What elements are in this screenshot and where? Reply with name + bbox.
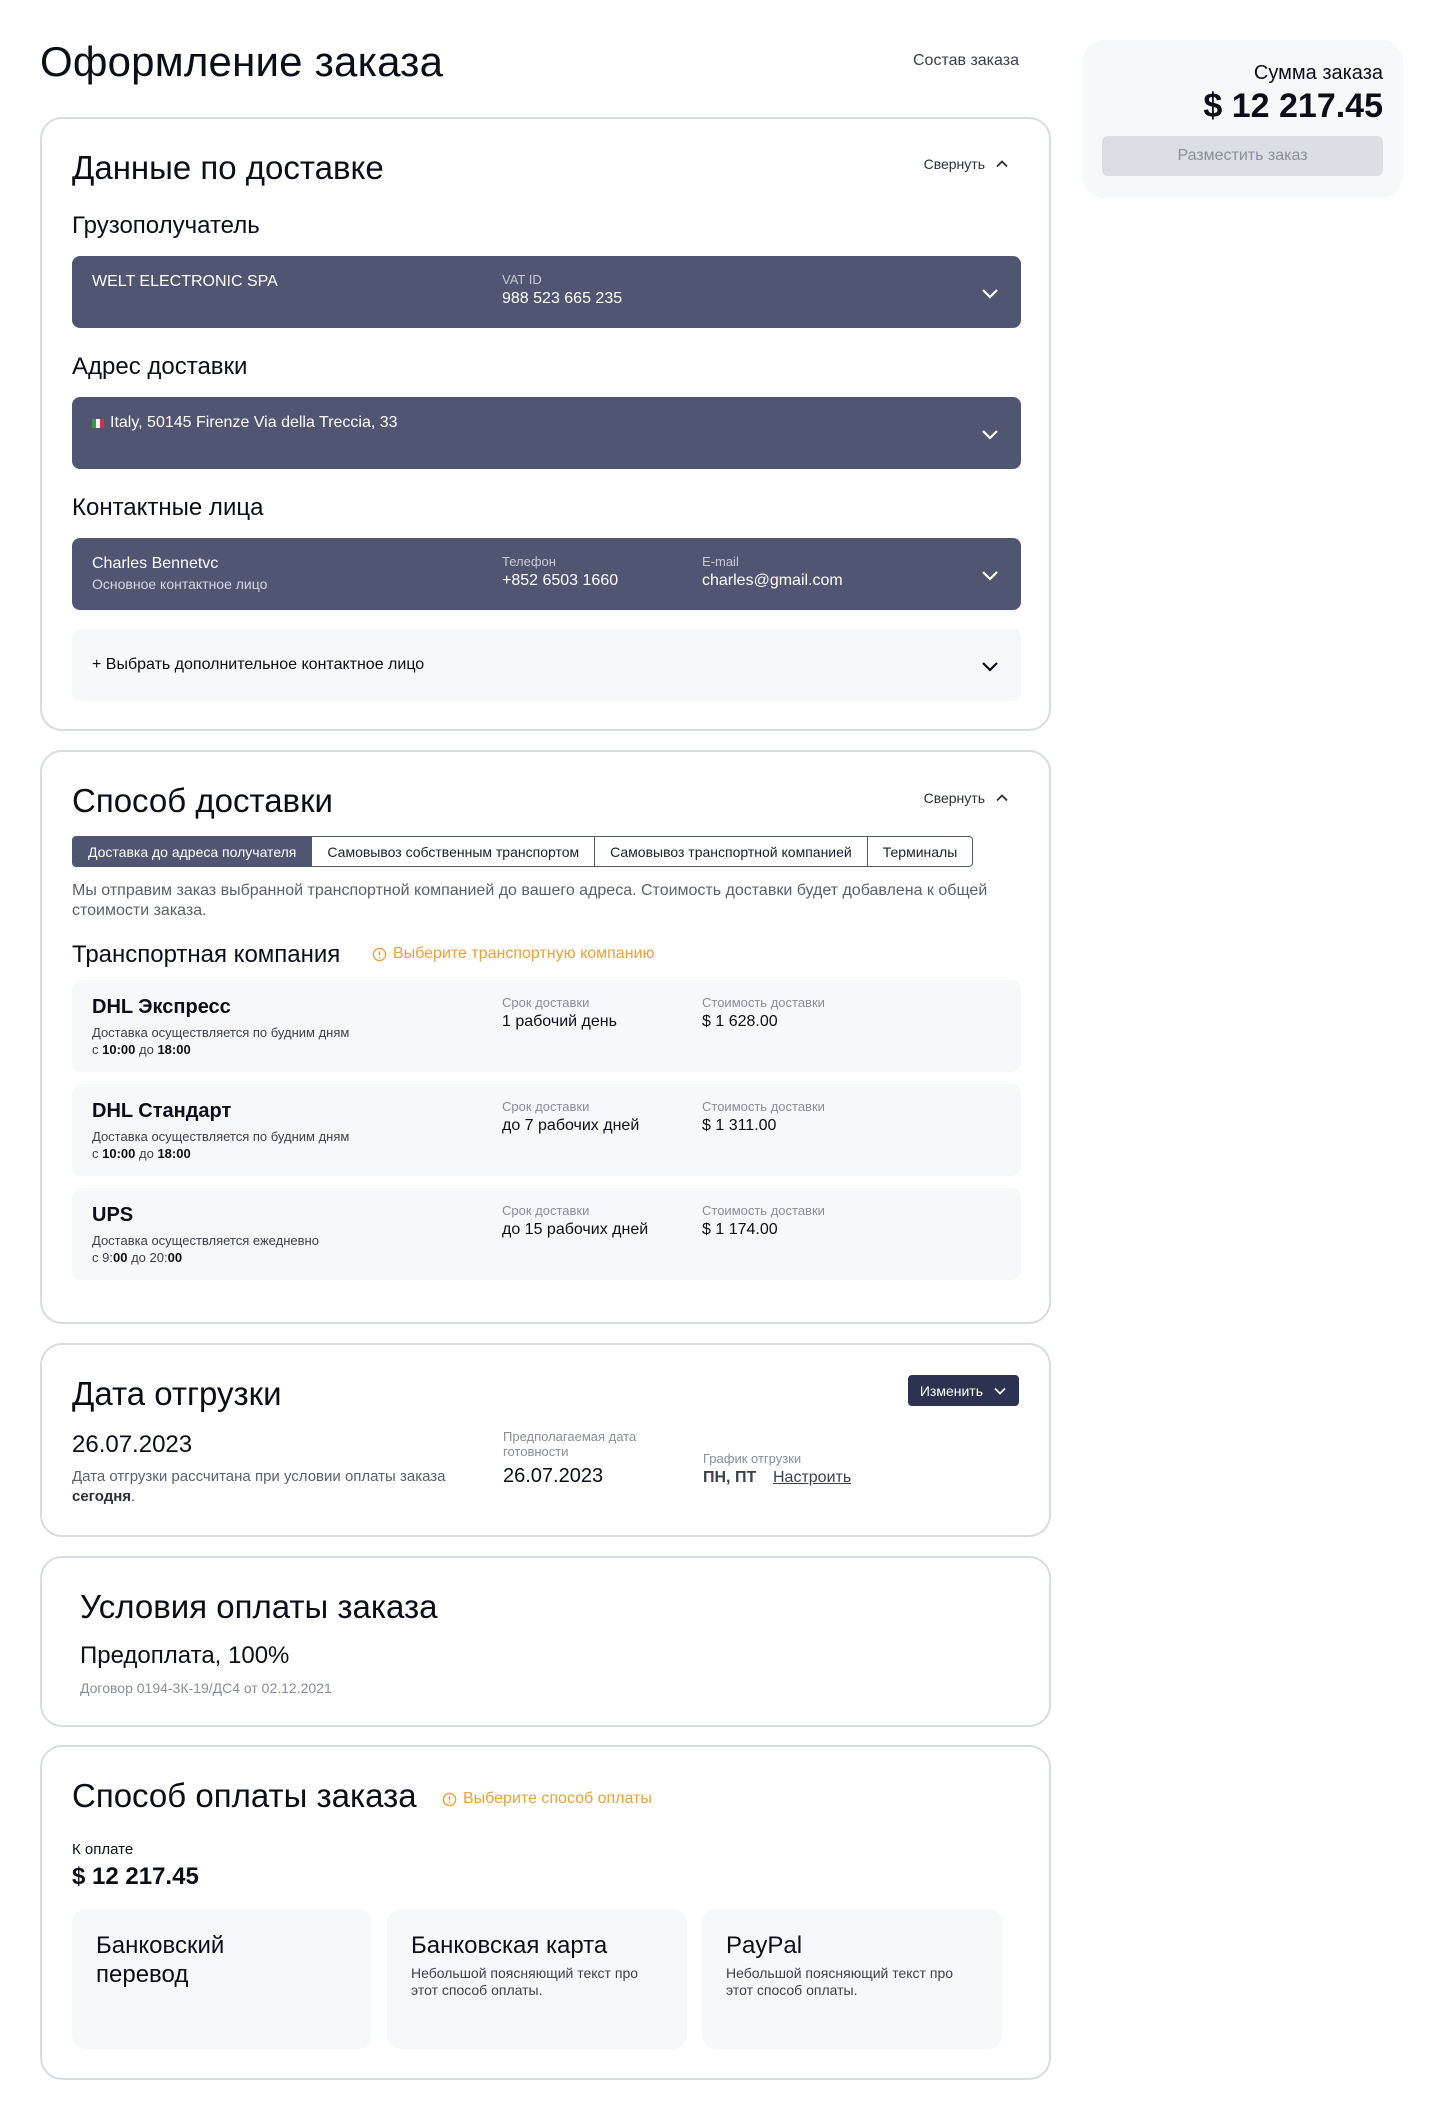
contract-text: Договор 0194-3К-19/ДС4 от 02.12.2021 <box>80 1680 332 1696</box>
delivery-data-card <box>40 117 1051 731</box>
carrier-name: DHL Экспресс <box>92 996 231 1018</box>
carrier-warning <box>372 945 654 963</box>
page-title: Оформление заказа <box>40 38 444 85</box>
contacts-title: Контактные лица <box>72 494 264 521</box>
carrier-name: DHL Стандарт <box>92 1100 232 1122</box>
carrier-name: UPS <box>92 1204 134 1226</box>
payment-terms-title: Условия оплаты заказа <box>80 1588 438 1625</box>
shipping-date-card <box>40 1343 1051 1537</box>
order-summary <box>1082 40 1403 198</box>
ready-date-value: 26.07.2023 <box>503 1465 604 1487</box>
tab-terminals[interactable]: Терминалы <box>882 843 958 860</box>
chevron-down-icon <box>979 282 1001 304</box>
payment-warning <box>442 1790 652 1808</box>
add-contact-label: + Выбрать дополнительное контактное лицо <box>92 656 425 673</box>
summary-total: $ 12 217.45 <box>1203 87 1383 125</box>
payment-option-title: PayPal <box>726 1932 803 1959</box>
collapse-delivery-method-button[interactable] <box>924 790 1009 806</box>
payment-terms-card <box>40 1556 1051 1727</box>
payment-option-title: Банковская карта <box>411 1932 608 1959</box>
delivery-data-title: Данные по доставке <box>72 149 384 186</box>
contact-role: Основное контактное лицо <box>92 576 268 592</box>
carrier-title: Транспортная компания <box>72 941 341 968</box>
add-contact-select[interactable] <box>72 629 1021 701</box>
carrier-note: Доставка осуществляется по будним дням с 10:00 до 18:00 <box>92 1025 350 1057</box>
cost-label: Стоимость доставки <box>702 1099 825 1114</box>
address-title: Адрес доставки <box>72 353 248 380</box>
payment-option-title: Банковский перевод <box>96 1932 225 1988</box>
collapse-label: Свернуть <box>923 790 985 806</box>
payment-method-card <box>40 1745 1051 2080</box>
summary-label: Сумма заказа <box>1253 62 1383 84</box>
payment-terms-value: Предоплата, 100% <box>80 1642 290 1669</box>
carrier-option-dhl-standard[interactable] <box>72 1084 1021 1176</box>
consignee-select[interactable] <box>72 256 1021 328</box>
chevron-down-icon <box>979 423 1001 445</box>
consignee-title: Грузополучатель <box>72 212 260 239</box>
italy-flag-icon <box>92 419 104 428</box>
term-value: 1 рабочий день <box>502 1013 617 1030</box>
contact-name: Charles Bennetvc <box>92 555 219 572</box>
carrier-option-ups[interactable] <box>72 1188 1021 1280</box>
cost-value: $ 1 628.00 <box>702 1013 778 1030</box>
cost-label: Стоимость доставки <box>702 1203 825 1218</box>
phone-value: +852 6503 1660 <box>502 572 619 589</box>
term-value: до 7 рабочих дней <box>502 1117 640 1134</box>
address-line <box>92 414 398 432</box>
vat-value: 988 523 665 235 <box>502 290 623 307</box>
delivery-method-card <box>40 750 1051 1324</box>
ready-date-label: Предполагаемая дата готовности <box>503 1429 637 1459</box>
to-pay-value: $ 12 217.45 <box>72 1863 199 1890</box>
term-label: Срок доставки <box>502 1203 590 1218</box>
payment-option-bank-card[interactable] <box>387 1909 687 2049</box>
consignee-name: WELT ELECTRONIC SPA <box>92 273 278 290</box>
schedule-label: График отгрузки <box>703 1451 802 1466</box>
info-icon <box>372 947 387 962</box>
change-label: Изменить <box>919 1382 983 1399</box>
address-select[interactable] <box>72 397 1021 469</box>
info-icon <box>442 1792 457 1807</box>
payment-warning-text: Выберите способ оплаты <box>463 1790 652 1807</box>
tab-address-delivery[interactable]: Доставка до адреса получателя <box>73 837 312 866</box>
schedule-days: ПН, ПТ <box>703 1469 757 1486</box>
carrier-warning-text: Выберите транспортную компанию <box>393 945 655 962</box>
cost-value: $ 1 174.00 <box>702 1221 778 1238</box>
payment-method-title: Способ оплаты заказа <box>72 1777 417 1814</box>
shipping-date-value: 26.07.2023 <box>72 1431 193 1458</box>
delivery-method-title: Способ доставки <box>72 782 333 819</box>
shipping-date-title: Дата отгрузки <box>72 1375 282 1412</box>
term-label: Срок доставки <box>502 995 590 1010</box>
place-order-button[interactable]: Разместить заказ <box>1102 136 1383 176</box>
payment-option-desc: Небольшой поясняющий текст про этот способ оплаты. <box>726 1965 954 1998</box>
payment-option-paypal[interactable] <box>702 1909 1002 2049</box>
configure-schedule-link[interactable]: Настроить <box>773 1469 852 1486</box>
phone-label: Телефон <box>502 554 556 569</box>
carrier-option-dhl-express[interactable] <box>72 980 1021 1072</box>
chevron-up-icon <box>995 157 1009 171</box>
tab-carrier-pickup[interactable]: Самовывоз транспортной компанией <box>595 837 868 866</box>
collapse-label: Свернуть <box>923 156 985 172</box>
delivery-tabs <box>72 836 973 867</box>
to-pay-label: К оплате <box>72 1841 134 1858</box>
term-value: до 15 рабочих дней <box>502 1221 649 1238</box>
chevron-down-icon <box>979 655 1001 677</box>
shipping-date-note: Дата отгрузки рассчитана при условии оплаты заказа сегодня. <box>72 1468 446 1505</box>
tab-own-pickup[interactable]: Самовывоз собственным транспортом <box>312 837 595 866</box>
order-composition-link[interactable]: Состав заказа <box>913 52 1019 69</box>
chevron-down-icon <box>993 1384 1007 1398</box>
payment-option-bank-transfer[interactable] <box>72 1909 372 2049</box>
chevron-down-icon <box>979 564 1001 586</box>
carrier-note: Доставка осуществляется ежедневно с 9:00 до 20:00 <box>92 1233 319 1265</box>
vat-label: VAT ID <box>502 272 542 287</box>
cost-value: $ 1 311.00 <box>702 1117 777 1134</box>
collapse-delivery-data-button[interactable] <box>924 156 1009 172</box>
change-shipping-date-button[interactable] <box>908 1375 1019 1406</box>
term-label: Срок доставки <box>502 1099 590 1114</box>
cost-label: Стоимость доставки <box>702 995 825 1010</box>
payment-option-desc: Небольшой поясняющий текст про этот способ оплаты. <box>411 1965 639 1998</box>
email-label: E-mail <box>702 554 739 569</box>
email-value: charles@gmail.com <box>702 572 843 589</box>
address-value: Italy, 50145 Firenze Via della Treccia, 33 <box>110 414 398 431</box>
delivery-description: Мы отправим заказ выбранной транспортной компанией до вашего адреса. Стоимость доставки будет добавлена к общей стоимости заказа. <box>72 882 988 919</box>
contact-select[interactable] <box>72 538 1021 610</box>
chevron-up-icon <box>995 791 1009 805</box>
carrier-note: Доставка осуществляется по будним дням с 10:00 до 18:00 <box>92 1129 350 1161</box>
